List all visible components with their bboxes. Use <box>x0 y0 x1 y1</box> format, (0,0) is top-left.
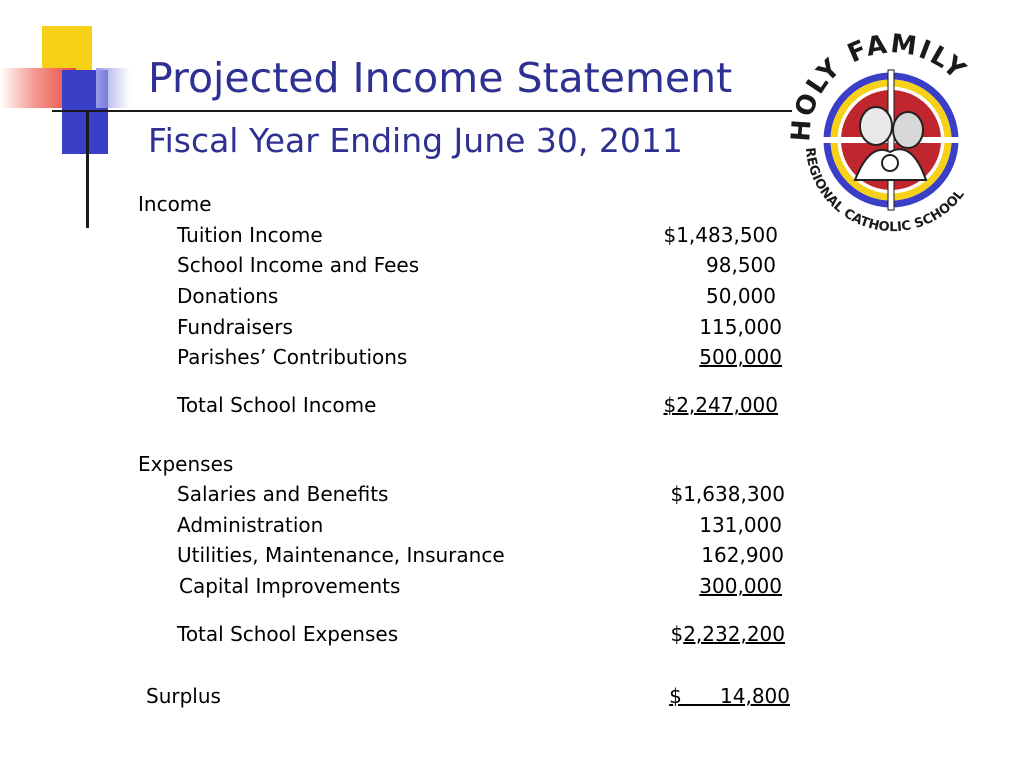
expense-label-capital: Capital Improvements <box>179 574 401 598</box>
decor-vertical-rule <box>86 110 89 228</box>
income-amount-parishes: 500,000 <box>699 345 782 369</box>
income-total-label: Total School Income <box>177 393 377 417</box>
income-total-amount: $2,247,000 <box>663 393 778 417</box>
expense-label-salaries: Salaries and Benefits <box>177 482 389 506</box>
logo-top-text: HOLY FAMILY <box>786 30 973 143</box>
expense-label-administration: Administration <box>177 513 324 537</box>
expense-total-amount-wrap <box>670 622 785 646</box>
surplus-label: Surplus <box>146 684 221 708</box>
expense-total-currency: $ <box>670 622 684 646</box>
expense-label-utilities: Utilities, Maintenance, Insurance <box>177 543 505 567</box>
expense-amount-salaries: $1,638,300 <box>670 482 785 506</box>
income-heading: Income <box>138 192 212 216</box>
income-amount-donations: 50,000 <box>706 284 776 308</box>
income-amount-fundraisers: 115,000 <box>699 315 782 339</box>
expenses-heading: Expenses <box>138 452 234 476</box>
expense-amount-capital: 300,000 <box>699 574 782 598</box>
income-label-parishes: Parishes’ Contributions <box>177 345 408 369</box>
page-subtitle: Fiscal Year Ending June 30, 2011 <box>148 121 683 160</box>
income-label-donations: Donations <box>177 284 279 308</box>
income-label-fundraisers: Fundraisers <box>177 315 293 339</box>
decor-blue-fade <box>96 68 130 108</box>
expense-total-label: Total School Expenses <box>177 622 399 646</box>
logo-ring <box>821 70 961 210</box>
income-amount-school-fees: 98,500 <box>706 253 776 277</box>
income-label-tuition: Tuition Income <box>177 223 323 247</box>
school-logo <box>780 30 1000 240</box>
logo-bottom-text: REGIONAL CATHOLIC SCHOOL <box>801 146 968 236</box>
income-amount-tuition: $1,483,500 <box>663 223 778 247</box>
page-title: Projected Income Statement <box>148 54 733 102</box>
decor-horizontal-rule <box>52 110 792 112</box>
decor-yellow-square <box>42 26 92 74</box>
expense-amount-utilities: 162,900 <box>701 543 784 567</box>
expense-total-amount: 2,232,200 <box>683 622 785 646</box>
income-label-school-fees: School Income and Fees <box>177 253 420 277</box>
expense-amount-administration: 131,000 <box>699 513 782 537</box>
surplus-amount: $ 14,800 <box>669 684 790 708</box>
